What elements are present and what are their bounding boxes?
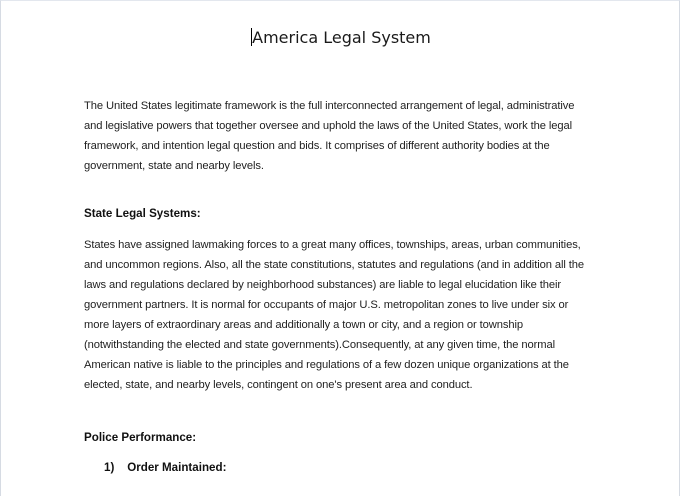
paragraph-line: more layers of extraordinary areas and additionally a town or city, and a region or township [84, 319, 523, 331]
list-item-number: 1) [104, 461, 115, 474]
intro-line: The United States legitimate framework is the full interconnected arrangement of legal, administrative [84, 100, 575, 112]
paragraph-line: elected, state, and nearby levels, contingent on one's present area and conduct. [84, 379, 473, 391]
state-legal-systems-paragraph [84, 235, 604, 395]
paragraph-line: laws and regulations declared by neighborhood substances) are liable to legal elucidation like their [84, 279, 561, 291]
list-item-label: Order Maintained: [127, 461, 227, 474]
intro-paragraph [84, 96, 604, 176]
paragraph-line: American native is liable to the principles and regulations of a few dozen unique organizations at the [84, 359, 569, 371]
intro-line: government, state and nearby levels. [84, 160, 264, 172]
paragraph-line: and uncommon regions. Also, all the state constitutions, statutes and regulations (and in addition all the [84, 259, 584, 271]
section-heading-police-performance: Police Performance: [84, 431, 197, 444]
list-item [104, 459, 226, 477]
intro-line: and legislative powers that together oversee and uphold the laws of the United States, work the legal [84, 120, 573, 132]
paragraph-line: (notwithstanding the elected and state governments).Consequently, at any given time, the normal [84, 339, 556, 351]
document-title[interactable] [1, 27, 680, 49]
section-heading-state-legal-systems: State Legal Systems: [84, 207, 201, 220]
paragraph-line: government partners. It is normal for occupants of major U.S. metropolitan zones to live under six or [84, 299, 569, 311]
document-title-text: America Legal System [252, 28, 431, 47]
intro-line: framework, and intention legal question and bids. It comprises of different authority bodies at the [84, 140, 550, 152]
paragraph-line: States have assigned lawmaking forces to a great many offices, townships, areas, urban communities, [84, 239, 581, 251]
